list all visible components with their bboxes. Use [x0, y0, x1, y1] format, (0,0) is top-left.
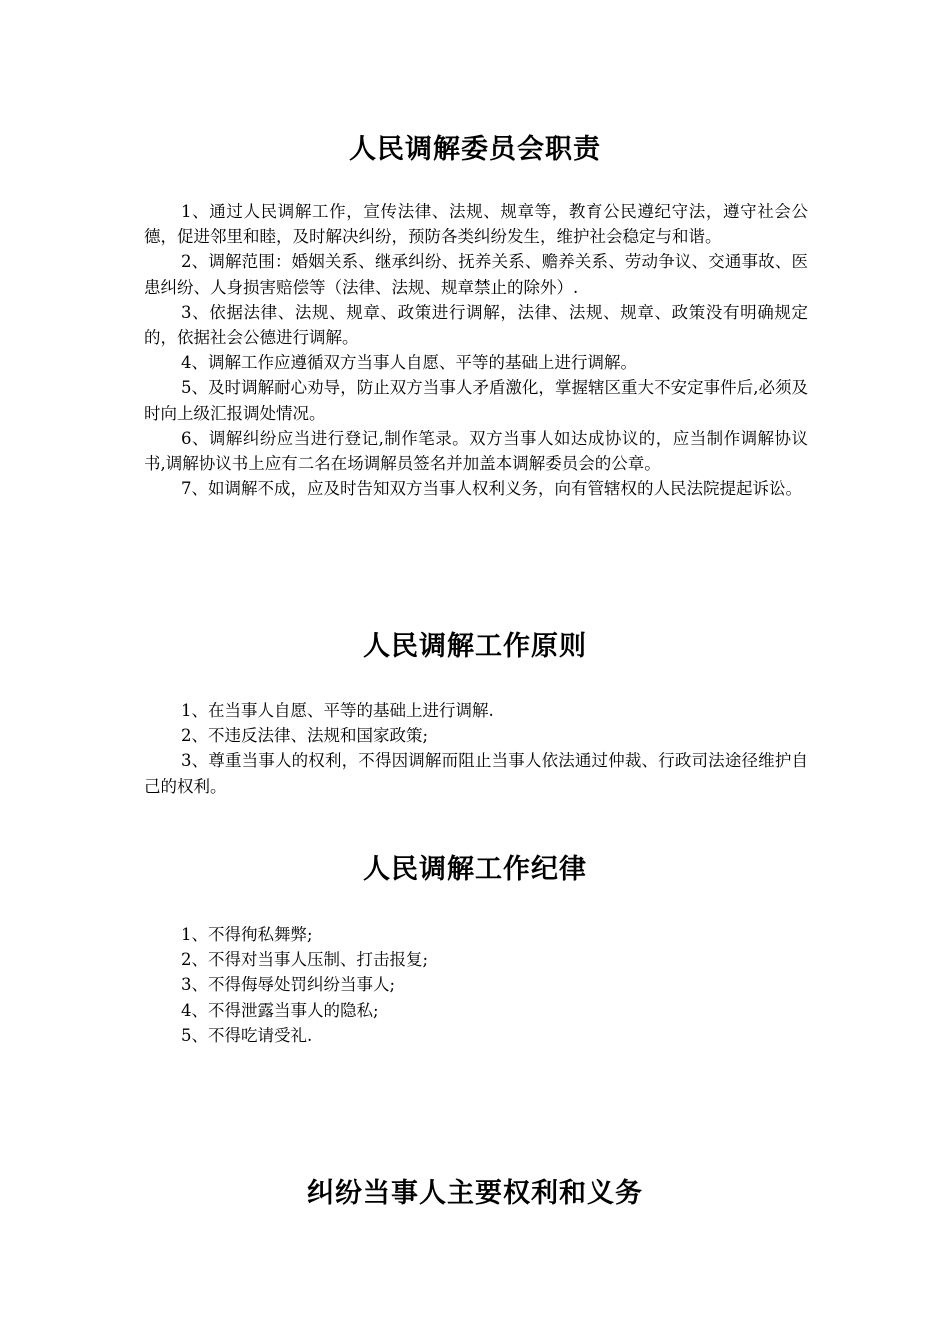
duty-item-3: 3、依据法律、法规、规章、政策进行调解，法律、法规、规章、政策没有明确规定的，依据社会公德进行调解。	[144, 302, 808, 348]
section-title-committee-duties: 人民调解委员会职责	[349, 134, 601, 165]
duty-item-1: 1、通过人民调解工作，宣传法律、法规、规章等，教育公民遵纪守法，遵守社会公德，促进邻里和睦，及时解决纠纷，预防各类纠纷发生，维护社会稳定与和谐。	[144, 202, 808, 247]
section-title-work-principles: 人民调解工作原则	[363, 631, 587, 662]
principle-item-3: 3、尊重当事人的权利，不得因调解而阻止当事人依法通过仲裁、行政司法途径维护自己的权利。	[144, 751, 808, 796]
principle-item-1: 1、在当事人自愿、平等的基础上进行调解.	[181, 701, 494, 720]
discipline-item-2: 2、不得对当事人压制、打击报复;	[181, 950, 429, 970]
section-body-work-principles	[144, 698, 808, 799]
duty-item-5: 5、及时调解耐心劝导，防止双方当事人矛盾激化，掌握辖区重大不安定事件后,必须及时向上级汇报调处情况。	[144, 378, 808, 423]
discipline-item-1: 1、不得徇私舞弊;	[181, 925, 313, 944]
duty-item-7: 7、如调解不成，应及时告知双方当事人权利义务，向有管辖权的人民法院提起诉讼。	[181, 479, 802, 499]
discipline-item-3: 3、不得侮辱处罚纠纷当事人;	[181, 975, 396, 995]
section-title-party-rights: 纠纷当事人主要权利和义务	[307, 1178, 643, 1209]
section-body-committee-duties	[144, 199, 808, 501]
duty-item-6: 6、调解纠纷应当进行登记,制作笔录。双方当事人如达成协议的，应当制作调解协议书,调解协议书上应有二名在场调解员签名并加盖本调解委员会的公章。	[144, 428, 808, 474]
duty-item-2: 2、调解范围：婚姻关系、继承纠纷、抚养关系、赡养关系、劳动争议、交通事故、医患纠纷、人身损害赔偿等（法律、法规、规章禁止的除外）.	[144, 252, 808, 297]
principle-item-2: 2、不违反法律、法规和国家政策;	[181, 726, 429, 746]
discipline-item-4: 4、不得泄露当事人的隐私;	[181, 1000, 379, 1020]
discipline-item-5: 5、不得吃请受礼.	[181, 1025, 313, 1045]
section-body-work-discipline	[144, 922, 808, 1048]
duty-item-4: 4、调解工作应遵循双方当事人自愿、平等的基础上进行调解。	[181, 353, 637, 373]
section-title-work-discipline: 人民调解工作纪律	[363, 854, 587, 885]
